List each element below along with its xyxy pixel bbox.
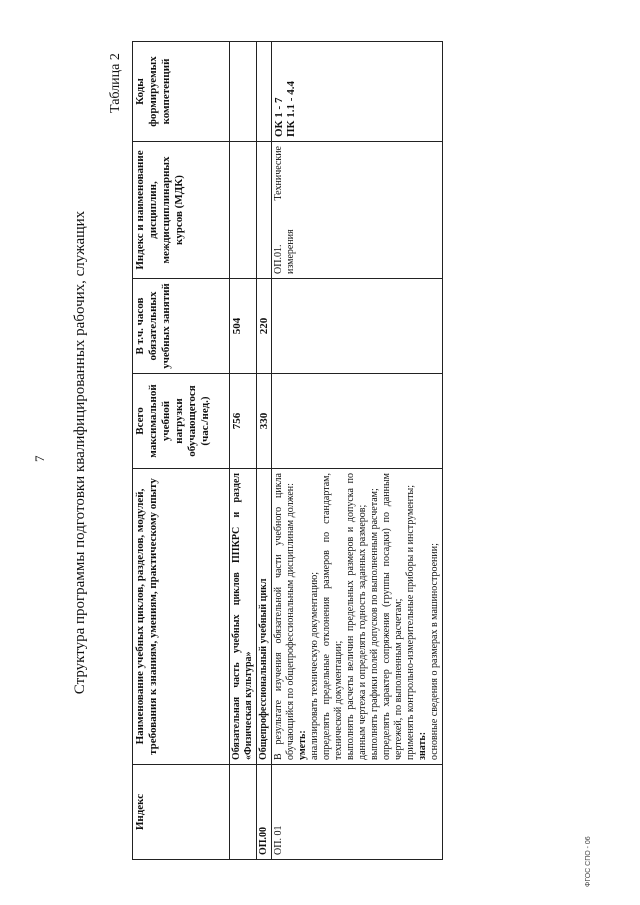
header-discipline: Индекс и наименование дисциплин, междисциплинарных курсов (МДК) xyxy=(133,142,230,279)
header-total: Всего максимальной учебной нагрузки обучающегося (час./нед.) xyxy=(133,374,230,469)
cell-compulsory xyxy=(272,279,443,374)
cell-discipline xyxy=(257,142,272,279)
list-item: выполнять графики полей допусков по выполненным расчетам; xyxy=(369,488,380,760)
cell-competencies xyxy=(257,42,272,142)
skills-heading: уметь: xyxy=(297,730,308,760)
cell-name: Обязательная часть учебных циклов ППКРС и раздел «Физическая культура» xyxy=(230,469,257,765)
table-row xyxy=(272,42,443,860)
list-item: выполнять расчеты величин предельных размеров и допуска по данным чертежа и определять годность заданных размеров; xyxy=(345,473,368,760)
list-item: определять предельные отклонения размеров по стандартам, технической документации; xyxy=(321,473,344,760)
list-item: определять характер сопряжения (группы посадки) по данным чертежей, по выполненным расчетам; xyxy=(381,473,404,760)
cell-total: 756 xyxy=(230,374,257,469)
header-competencies: Коды формируемых компетенций xyxy=(133,42,230,142)
list-item: применять контрольно-измерительные приборы и инструменты; xyxy=(405,484,416,760)
requirements-intro: В результате изучения обязательной части учебного цикла обучающийся по общепрофессиональным дисциплинам должен: xyxy=(273,473,296,760)
competency-code: ПК 1.1 - 4.4 xyxy=(285,81,297,137)
header-name: Наименование учебных циклов, разделов, модулей, требования к знаниям, умениям, практическому опыту xyxy=(133,469,230,765)
cell-discipline xyxy=(230,142,257,279)
cell-discipline: ОП.01. Технические измерения xyxy=(272,142,443,279)
rotated-page-content xyxy=(20,20,620,885)
table-header-row xyxy=(133,42,230,860)
cell-index: ОП.00 xyxy=(257,765,272,860)
table-caption: Таблица 2 xyxy=(108,53,123,113)
page-number: 7 xyxy=(32,455,47,462)
competency-code: ОК 1 - 7 xyxy=(273,97,285,137)
cell-name xyxy=(272,469,443,765)
cell-competencies xyxy=(272,42,443,142)
table-row xyxy=(257,42,272,860)
cell-compulsory: 220 xyxy=(257,279,272,374)
footer-stamp: ФГОС СПО - 06 xyxy=(585,836,592,887)
knowledge-heading: знать: xyxy=(417,731,428,760)
cell-total: 330 xyxy=(257,374,272,469)
header-compulsory: В т.ч. часов обязательных учебных занятий xyxy=(133,279,230,374)
document-title: Структура программы подготовки квалифицированных рабочих, служащих xyxy=(72,210,88,695)
cell-index xyxy=(230,765,257,860)
table-row xyxy=(230,42,257,860)
list-item: анализировать техническую документацию; xyxy=(309,571,320,760)
header-index: Индекс xyxy=(133,765,230,860)
curriculum-table xyxy=(132,41,443,860)
cell-name: Общепрофессиональный учебный цикл xyxy=(257,469,272,765)
cell-compulsory: 504 xyxy=(230,279,257,374)
list-item: основные сведения о размерах в машиностроении; xyxy=(429,543,440,760)
cell-competencies xyxy=(230,42,257,142)
cell-total xyxy=(272,374,443,469)
cell-index: ОП. 01 xyxy=(272,765,443,860)
